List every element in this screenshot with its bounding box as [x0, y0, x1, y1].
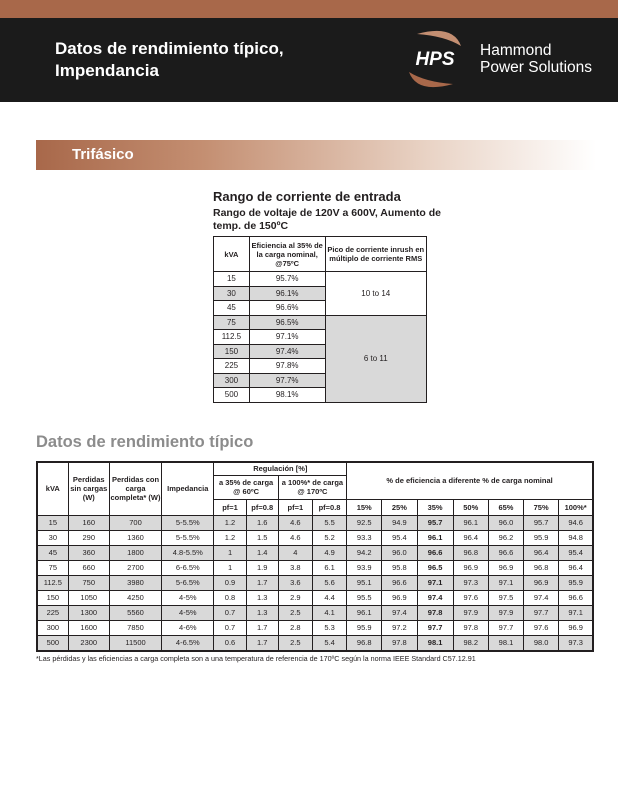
section-band — [36, 140, 596, 170]
hps-logo — [395, 26, 475, 92]
table-row: 30 96.1% — [214, 286, 427, 301]
inrush-header-kva: kVA — [214, 237, 250, 272]
inrush-table — [213, 236, 427, 403]
table-row: 75 96.5% 6 to 11 — [214, 315, 427, 330]
header-impedance: Impedancia — [162, 462, 214, 515]
svg-text:HPS: HPS — [415, 49, 455, 70]
inrush-subtitle: Rango de voltaje de 120V a 600V, Aumento de temp. de 150ºC — [213, 207, 441, 232]
top-accent-strip — [0, 0, 618, 18]
table-row: 150 97.4% — [214, 344, 427, 359]
table-row: 500 2300 11500 4-6.5% 0.6 1.7 2.5 5.4 96.8 97.8 98.1 98.2 98.1 98.0 97.3 — [37, 635, 593, 651]
table-row: 300 97.7% — [214, 373, 427, 388]
performance-title: Datos de rendimiento típico — [36, 433, 254, 451]
table-row: 225 97.8% — [214, 359, 427, 374]
peak-group-2: 6 to 11 — [325, 315, 426, 402]
inrush-title: Rango de corriente de entrada — [213, 189, 401, 204]
inrush-header-eff: Eficiencia al 35% de la carga nominal, @75ºC — [249, 237, 325, 272]
header-efficiency: % de eficiencia a diferente % de carga nominal — [347, 462, 593, 499]
table-row: 45 360 1800 4.8-5.5% 1 1.4 4 4.9 94.2 96.0 96.6 96.8 96.6 96.4 95.4 — [37, 545, 593, 560]
table-row: 15 95.7% 10 to 14 — [214, 272, 427, 287]
header-noload: Perdidas sin cargas (W) — [68, 462, 109, 515]
footnote: *Las pérdidas y las eficiencias a carga completa son a una temperatura de referencia de 170ºC según la norma IEEE Standard C57.12.91 — [36, 654, 476, 663]
table-row: 45 96.6% — [214, 301, 427, 316]
page-header — [0, 18, 618, 102]
inrush-header-peak: Pico de corriente inrush en múltiplo de corriente RMS — [325, 237, 426, 272]
header-regulation: Regulación [%] — [214, 462, 347, 475]
table-row: 112.5 750 3980 5-6.5% 0.9 1.7 3.6 5.6 95.1 96.6 97.1 97.3 97.1 96.9 95.9 — [37, 575, 593, 590]
brand-name: Hammond Power Solutions — [480, 42, 593, 76]
header-fullload: Perdidas con carga completa* (W) — [109, 462, 161, 515]
table-row: 75 660 2700 6-6.5% 1 1.9 3.8 6.1 93.9 95.8 96.5 96.9 96.9 96.8 96.4 — [37, 560, 593, 575]
table-row: 225 1300 5560 4-5% 0.7 1.3 2.5 4.1 96.1 97.4 97.8 97.9 97.9 97.7 97.1 — [37, 605, 593, 620]
section-title: Trifásico — [72, 146, 134, 163]
peak-group-1: 10 to 14 — [325, 272, 426, 316]
header-kva: kVA — [37, 462, 68, 515]
performance-table: kVA Perdidas sin cargas (W) Perdidas con carga completa* (W) Impedancia Regulación [%] % de eficiencia a diferente % de carga nominal a 35% de carga @ 60ºC a 100%* de carga @ 170ºC pf=1 pf=0.8 pf=1 pf=0.8 15% 25% 35% 50% 65% 75% 100%* 15 160 700 5-5.5% 1.2 1.6 4.6 5.5 92.5 94.9 95.7 96.1 96.0 95.7 94.6 30 290 1360 5-5.5% 1.2 1.5 4.6 5.2 93.3 95.4 96.1 96.4 96.2 95.9 94.8 45 360 1800 4.8-5.5% 1 1.4 4 4.9 94.2 96.0 96.6 96.8 96.6 96.4 95.4 75 660 2700 6-6.5% 1 1.9 3.8 6.1 93.9 95.8 96.5 96.9 96.9 96.8 96.4 112.5 750 3980 5-6.5% 0.9 1.7 3.6 5.6 95.1 96.6 97.1 97.3 97.1 96.9 95.9 150 1050 4250 4-5% 0.8 1.3 2.9 4.4 95.5 96.9 97.4 97.6 97.5 97.4 96.6 225 1300 5560 4-5% 0.7 1.3 2.5 4.1 96.1 97.4 97.8 97.9 97.9 97.7 97.1 300 1600 7850 4-6% 0.7 1.7 2.8 5.3 95.9 97.2 97.7 97.8 97.7 97.6 96.9 500 2300 11500 4-6.5% 0.6 1.7 2.5 5.4 96.8 97.8 98.1 98.2 98.1 98.0 97.3 — [36, 461, 594, 652]
table-row: 150 1050 4250 4-5% 0.8 1.3 2.9 4.4 95.5 96.9 97.4 97.6 97.5 97.4 96.6 — [37, 590, 593, 605]
header-reg100: a 100%* de carga @ 170ºC — [278, 475, 346, 499]
table-row: 500 98.1% — [214, 388, 427, 403]
table-row: 300 1600 7850 4-6% 0.7 1.7 2.8 5.3 95.9 97.2 97.7 97.8 97.7 97.6 96.9 — [37, 620, 593, 635]
header-reg35: a 35% de carga @ 60ºC — [214, 475, 278, 499]
page-title: Datos de rendimiento típico, Impendancia — [55, 39, 284, 80]
table-row: 15 160 700 5-5.5% 1.2 1.6 4.6 5.5 92.5 94.9 95.7 96.1 96.0 95.7 94.6 — [37, 515, 593, 530]
table-row: 112.5 97.1% — [214, 330, 427, 345]
table-row: 30 290 1360 5-5.5% 1.2 1.5 4.6 5.2 93.3 95.4 96.1 96.4 96.2 95.9 94.8 — [37, 530, 593, 545]
